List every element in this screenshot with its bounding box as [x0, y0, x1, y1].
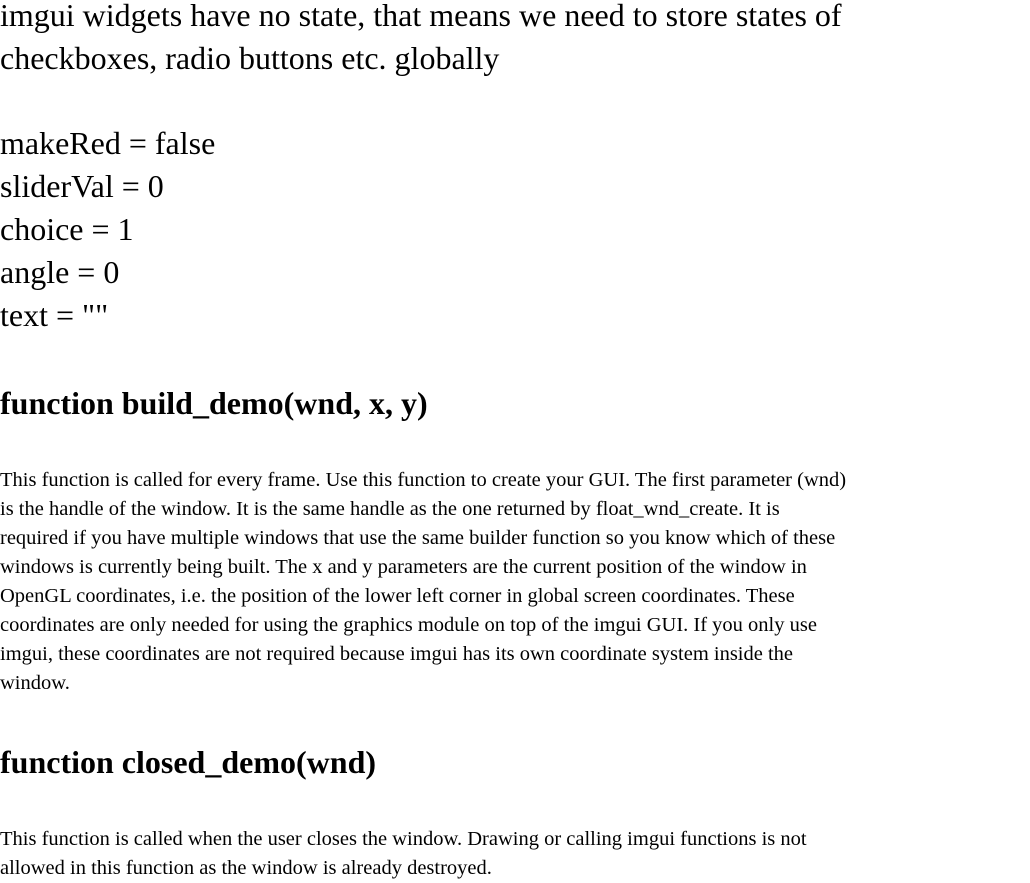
paragraph-line: imgui, these coordinates are not required because imgui has its own coordinate system inside the	[0, 643, 794, 665]
paragraph-line: is the handle of the window. It is the same handle as the one returned by float_wnd_create. It is	[0, 498, 780, 520]
paragraph-line: allowed in this function as the window is already destroyed.	[0, 857, 492, 879]
intro-text	[0, 0, 842, 80]
paragraph-line: required if you have multiple windows that use the same builder function so you know which of these	[0, 527, 836, 549]
global-choice: choice = 1	[0, 211, 134, 247]
paragraph-line: OpenGL coordinates, i.e. the position of the lower left corner in global screen coordinates. These	[0, 585, 795, 607]
globals-code	[0, 122, 215, 337]
global-text: text = ""	[0, 297, 109, 333]
paragraph-line: window.	[0, 672, 70, 694]
paragraph-line: This function is called for every frame. Use this function to create your GUI. The first parameter (wnd)	[0, 469, 847, 491]
global-sliderVal: sliderVal = 0	[0, 168, 164, 204]
paragraph-line: windows is currently being built. The x and y parameters are the current position of the window in	[0, 556, 807, 578]
paragraph-line: This function is called when the user closes the window. Drawing or calling imgui functions is not	[0, 828, 807, 850]
closed-demo-description	[0, 825, 807, 883]
paragraph-line: coordinates are only needed for using the graphics module on top of the imgui GUI. If you only use	[0, 614, 817, 636]
build-demo-heading: function build_demo(wnd, x, y)	[0, 385, 428, 421]
global-angle: angle = 0	[0, 254, 120, 290]
intro-line: imgui widgets have no state, that means we need to store states of	[0, 0, 842, 33]
global-makeRed: makeRed = false	[0, 125, 216, 161]
build-demo-description	[0, 466, 846, 698]
intro-line: checkboxes, radio buttons etc. globally	[0, 40, 500, 76]
closed-demo-heading: function closed_demo(wnd)	[0, 744, 377, 780]
